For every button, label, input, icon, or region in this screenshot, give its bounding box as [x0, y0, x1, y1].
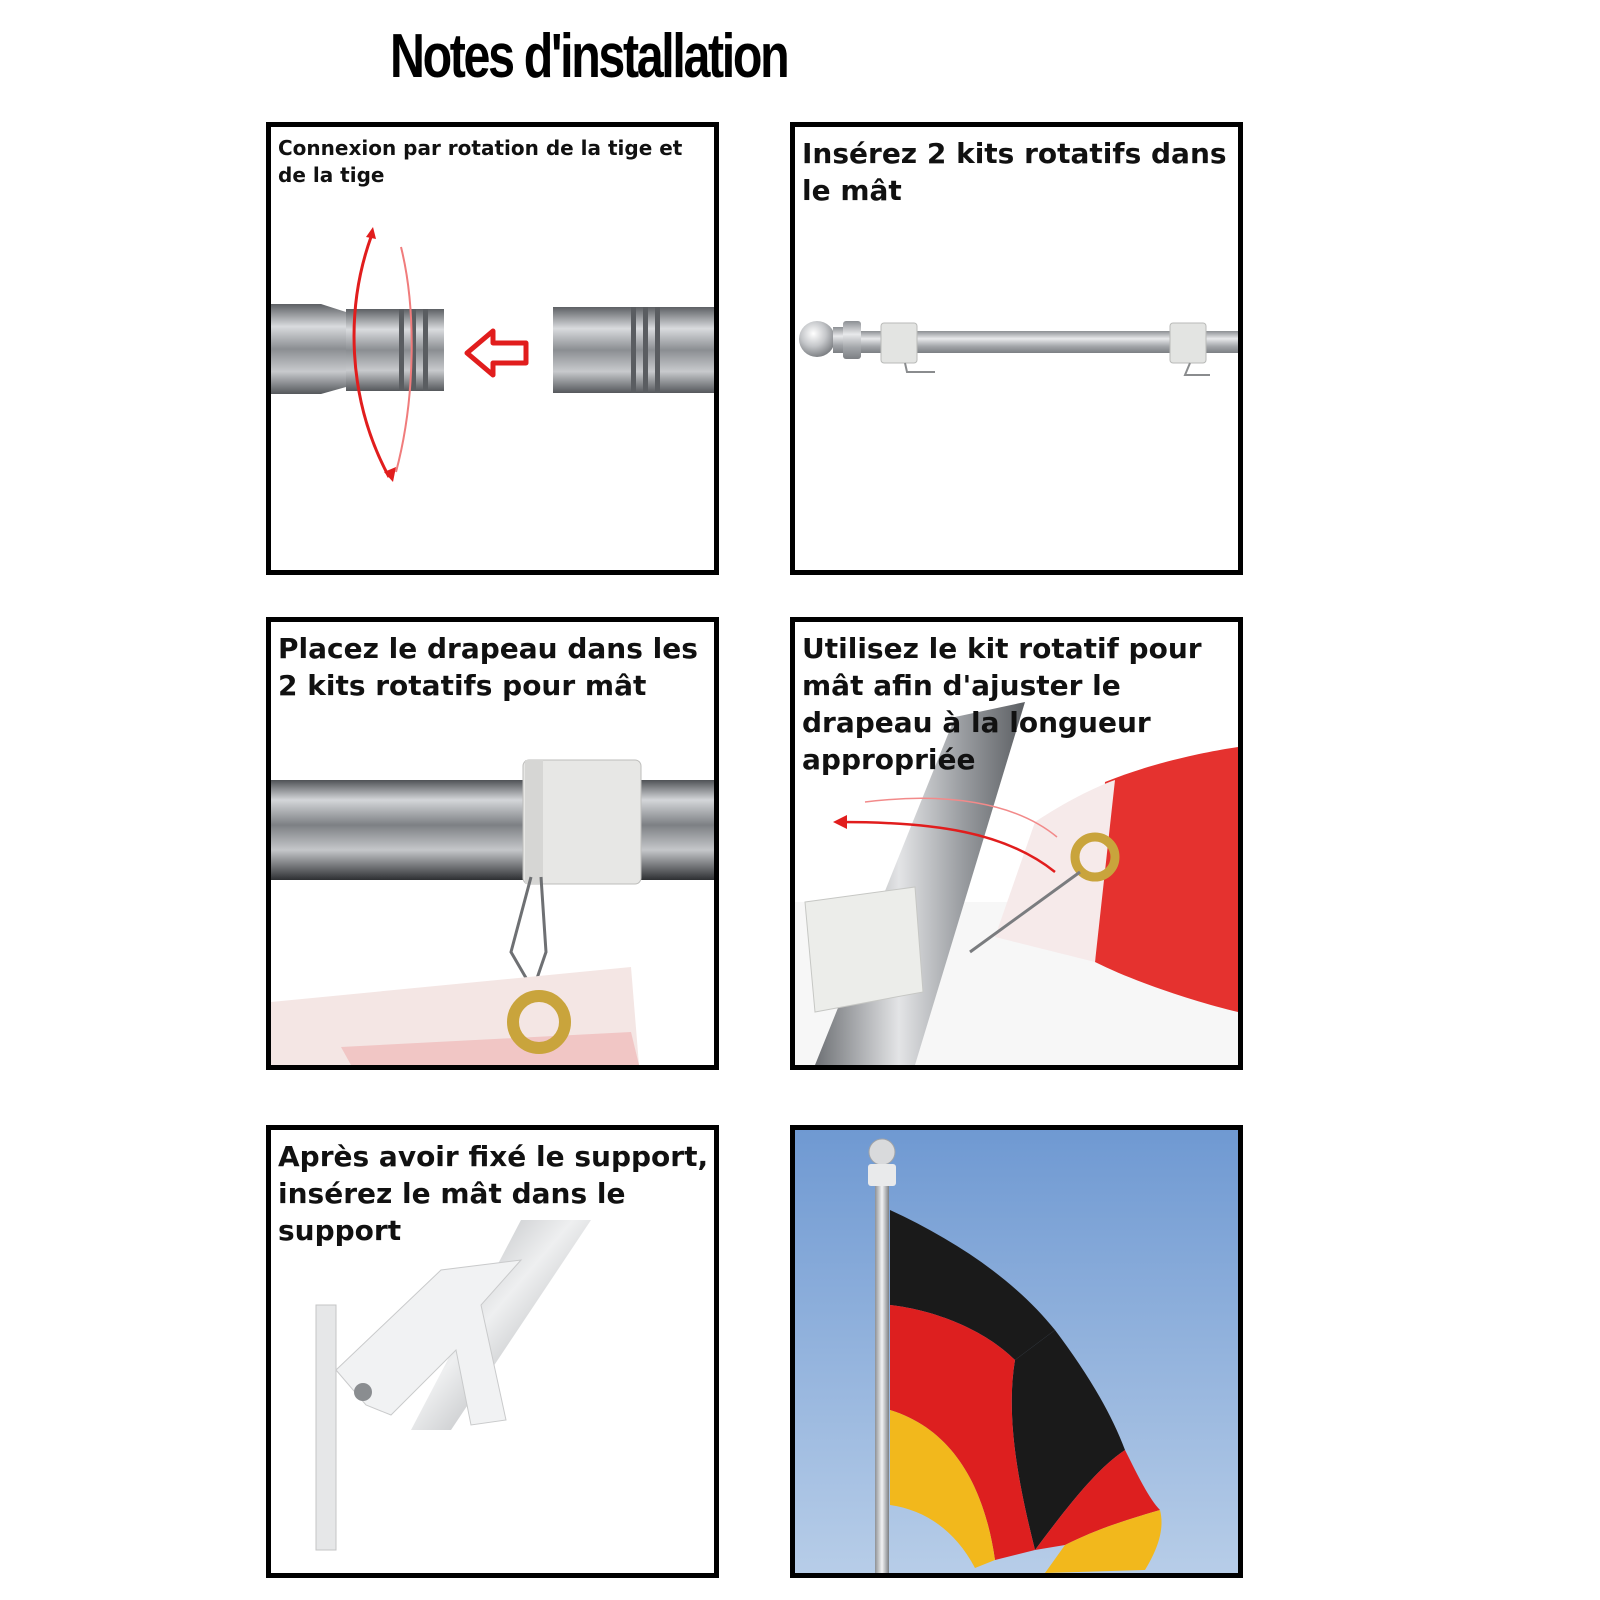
left-arrow-icon: [467, 331, 526, 375]
flagpole: [875, 1185, 889, 1573]
rotating-kit: [523, 760, 641, 884]
pole-finial: [869, 1139, 895, 1165]
step-caption: Utilisez le kit rotatif pour mât afin d'ajuster le drapeau à la longueur appropriée: [802, 632, 1202, 776]
pole-finial: [799, 321, 835, 357]
german-flag-photo: [795, 1130, 1238, 1573]
step-adjust-length: [790, 617, 1243, 1070]
page-title: Notes d'installation: [390, 22, 788, 91]
rotating-kit: [1170, 323, 1210, 375]
rotating-kit: [805, 887, 923, 1012]
step-caption: Placez le drapeau dans les 2 kits rotatifs pour mât: [278, 632, 698, 702]
step-connect-rods: [266, 122, 719, 575]
step-place-flag: [266, 617, 719, 1070]
step-insert-kits: [790, 122, 1243, 575]
bracket-screw: [354, 1383, 372, 1401]
final-result-flag: [790, 1125, 1243, 1578]
step-caption: Après avoir fixé le support, insérez le mât dans le support: [278, 1140, 709, 1247]
step-caption: Connexion par rotation de la tige et de la tige: [278, 136, 683, 187]
step-insert-pole-in-bracket: [266, 1125, 719, 1578]
rod-connection-illustration: [271, 127, 714, 570]
right-rod: [553, 307, 714, 393]
step-caption: Insérez 2 kits rotatifs dans le mât: [802, 137, 1227, 207]
